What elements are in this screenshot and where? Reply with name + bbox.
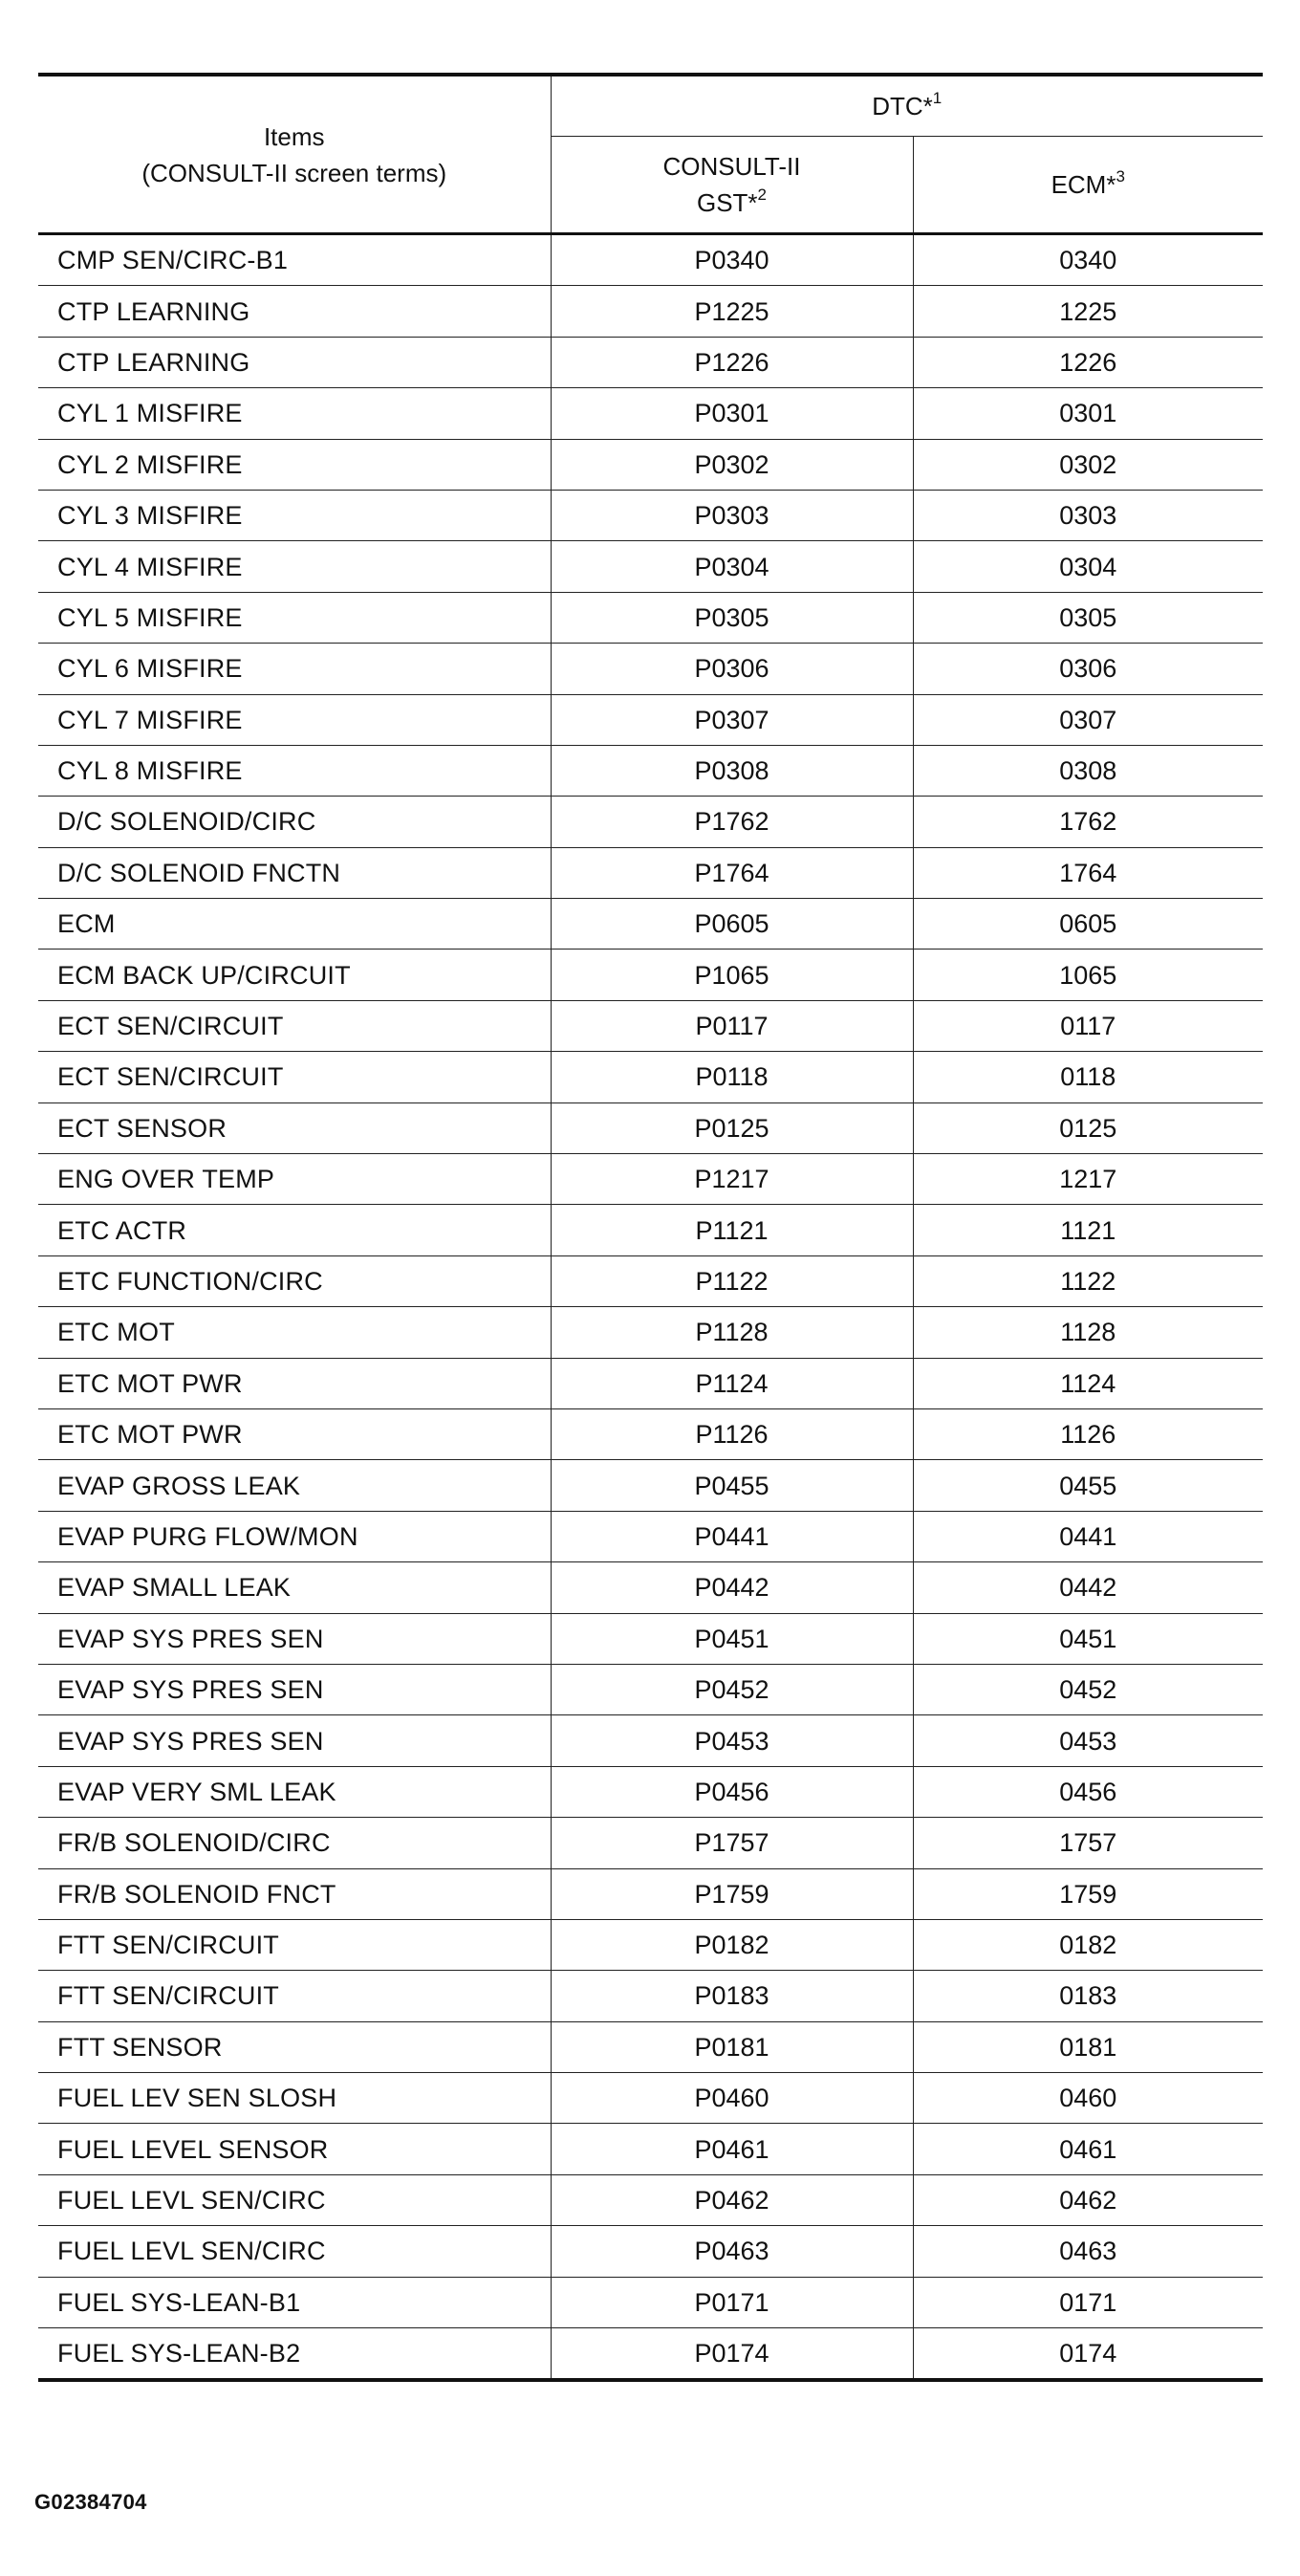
item-cell: ECT SEN/CIRCUIT	[38, 1000, 551, 1051]
consult-code-cell: P1764	[551, 847, 913, 898]
consult-code-cell: P0181	[551, 2021, 913, 2072]
ecm-code-cell: 0125	[913, 1102, 1263, 1153]
table-row	[38, 541, 1263, 592]
dtc-table-container	[38, 73, 1263, 2382]
table-row	[38, 2174, 1263, 2225]
table-row	[38, 1154, 1263, 1205]
item-cell: FR/B SOLENOID/CIRC	[38, 1818, 551, 1868]
item-cell: ETC FUNCTION/CIRC	[38, 1255, 551, 1306]
consult-code-cell: P1121	[551, 1205, 913, 1255]
item-cell: ECT SEN/CIRCUIT	[38, 1052, 551, 1102]
item-cell: FUEL LEVL SEN/CIRC	[38, 2226, 551, 2277]
item-cell: CYL 7 MISFIRE	[38, 694, 551, 745]
consult-footnote-marker: 2	[757, 186, 768, 205]
consult-code-cell: P0461	[551, 2124, 913, 2174]
ecm-code-cell: 0461	[913, 2124, 1263, 2174]
item-cell: FUEL SYS-LEAN-B1	[38, 2277, 551, 2327]
items-header-subtitle: (CONSULT-II screen terms)	[141, 158, 447, 187]
item-cell: FUEL LEVEL SENSOR	[38, 2124, 551, 2174]
ecm-code-cell: 0456	[913, 1766, 1263, 1817]
ecm-code-cell: 1124	[913, 1358, 1263, 1408]
ecm-column-header	[913, 137, 1263, 234]
item-cell: CYL 5 MISFIRE	[38, 592, 551, 643]
ecm-code-cell: 1122	[913, 1255, 1263, 1306]
ecm-code-cell: 1225	[913, 286, 1263, 337]
ecm-code-cell: 0118	[913, 1052, 1263, 1102]
item-cell: EVAP PURG FLOW/MON	[38, 1511, 551, 1561]
consult-code-cell: P1225	[551, 286, 913, 337]
table-row	[38, 439, 1263, 490]
consult-code-cell: P0305	[551, 592, 913, 643]
ecm-code-cell: 0307	[913, 694, 1263, 745]
ecm-code-cell: 1757	[913, 1818, 1263, 1868]
consult-code-cell: P1762	[551, 797, 913, 847]
item-cell: CYL 3 MISFIRE	[38, 490, 551, 540]
item-cell: FTT SENSOR	[38, 2021, 551, 2072]
ecm-code-cell: 0306	[913, 644, 1263, 694]
consult-code-cell: P0306	[551, 644, 913, 694]
item-cell: EVAP SYS PRES SEN	[38, 1664, 551, 1714]
table-row	[38, 2328, 1263, 2381]
consult-code-cell: P0301	[551, 388, 913, 439]
consult-code-cell: P0455	[551, 1460, 913, 1511]
table-row	[38, 1000, 1263, 1051]
consult-code-cell: P0304	[551, 541, 913, 592]
consult-code-cell: P0442	[551, 1562, 913, 1613]
consult-code-cell: P1122	[551, 1255, 913, 1306]
item-cell: FTT SEN/CIRCUIT	[38, 1971, 551, 2021]
ecm-code-cell: 0182	[913, 1919, 1263, 1970]
table-row	[38, 2124, 1263, 2174]
table-row	[38, 337, 1263, 387]
consult-code-cell: P0441	[551, 1511, 913, 1561]
ecm-code-cell: 0455	[913, 1460, 1263, 1511]
item-cell: CMP SEN/CIRC-B1	[38, 234, 551, 286]
consult-code-cell: P1124	[551, 1358, 913, 1408]
dtc-footnote-marker: 1	[932, 89, 942, 108]
consult-code-cell: P0307	[551, 694, 913, 745]
consult-code-cell: P1128	[551, 1307, 913, 1358]
ecm-header-label: ECM*	[1051, 170, 1116, 199]
ecm-code-cell: 1764	[913, 847, 1263, 898]
consult-code-cell: P0118	[551, 1052, 913, 1102]
table-row	[38, 950, 1263, 1000]
items-column-header	[38, 75, 551, 234]
consult-header-line1: CONSULT-II	[662, 152, 801, 181]
ecm-code-cell: 0460	[913, 2073, 1263, 2124]
table-row	[38, 1766, 1263, 1817]
table-row	[38, 1307, 1263, 1358]
item-cell: CYL 6 MISFIRE	[38, 644, 551, 694]
table-row	[38, 1562, 1263, 1613]
consult-code-cell: P1217	[551, 1154, 913, 1205]
table-row	[38, 1868, 1263, 1919]
item-cell: CYL 4 MISFIRE	[38, 541, 551, 592]
table-row	[38, 745, 1263, 796]
table-row	[38, 490, 1263, 540]
table-row	[38, 2277, 1263, 2327]
ecm-code-cell: 0183	[913, 1971, 1263, 2021]
table-row	[38, 1613, 1263, 1664]
item-cell: EVAP VERY SML LEAK	[38, 1766, 551, 1817]
item-cell: EVAP SYS PRES SEN	[38, 1613, 551, 1664]
dtc-table	[38, 73, 1263, 2382]
item-cell: ECT SENSOR	[38, 1102, 551, 1153]
consult-code-cell: P0340	[551, 234, 913, 286]
table-row	[38, 234, 1263, 286]
ecm-code-cell: 0453	[913, 1715, 1263, 1766]
consult-code-cell: P0451	[551, 1613, 913, 1664]
dtc-group-header	[551, 75, 1263, 137]
ecm-code-cell: 1217	[913, 1154, 1263, 1205]
table-row	[38, 388, 1263, 439]
table-row	[38, 1460, 1263, 1511]
ecm-code-cell: 1128	[913, 1307, 1263, 1358]
item-cell: ECM BACK UP/CIRCUIT	[38, 950, 551, 1000]
ecm-code-cell: 0462	[913, 2174, 1263, 2225]
consult-code-cell: P0302	[551, 439, 913, 490]
consult-code-cell: P1759	[551, 1868, 913, 1919]
ecm-code-cell: 1126	[913, 1408, 1263, 1459]
consult-code-cell: P0308	[551, 745, 913, 796]
ecm-code-cell: 0301	[913, 388, 1263, 439]
ecm-code-cell: 1759	[913, 1868, 1263, 1919]
dtc-header-label: DTC*	[872, 92, 933, 120]
consult-code-cell: P0462	[551, 2174, 913, 2225]
consult-code-cell: P0182	[551, 1919, 913, 1970]
table-row	[38, 2021, 1263, 2072]
ecm-code-cell: 0304	[913, 541, 1263, 592]
consult-code-cell: P1226	[551, 337, 913, 387]
item-cell: CTP LEARNING	[38, 286, 551, 337]
item-cell: D/C SOLENOID/CIRC	[38, 797, 551, 847]
consult-column-header	[551, 137, 913, 234]
table-row	[38, 1919, 1263, 1970]
table-row	[38, 1715, 1263, 1766]
table-row	[38, 899, 1263, 950]
table-row	[38, 2226, 1263, 2277]
item-cell: CTP LEARNING	[38, 337, 551, 387]
consult-code-cell: P0605	[551, 899, 913, 950]
ecm-code-cell: 1121	[913, 1205, 1263, 1255]
ecm-code-cell: 0463	[913, 2226, 1263, 2277]
table-row	[38, 1205, 1263, 1255]
table-row	[38, 694, 1263, 745]
table-header	[38, 75, 1263, 234]
items-header-title: Items	[263, 121, 325, 151]
consult-header-line2: GST*	[696, 188, 758, 217]
table-row	[38, 644, 1263, 694]
consult-code-cell: P0125	[551, 1102, 913, 1153]
table-row	[38, 286, 1263, 337]
item-cell: ENG OVER TEMP	[38, 1154, 551, 1205]
ecm-footnote-marker: 3	[1116, 167, 1125, 186]
item-cell: D/C SOLENOID FNCTN	[38, 847, 551, 898]
consult-code-cell: P0117	[551, 1000, 913, 1051]
ecm-code-cell: 1226	[913, 337, 1263, 387]
table-row	[38, 1358, 1263, 1408]
consult-code-cell: P0303	[551, 490, 913, 540]
consult-code-cell: P0456	[551, 1766, 913, 1817]
item-cell: ETC MOT PWR	[38, 1408, 551, 1459]
ecm-code-cell: 0441	[913, 1511, 1263, 1561]
consult-code-cell: P0463	[551, 2226, 913, 2277]
consult-code-cell: P0460	[551, 2073, 913, 2124]
consult-code-cell: P0174	[551, 2328, 913, 2381]
consult-code-cell: P1065	[551, 950, 913, 1000]
ecm-code-cell: 0174	[913, 2328, 1263, 2381]
item-cell: ECM	[38, 899, 551, 950]
ecm-code-cell: 1762	[913, 797, 1263, 847]
ecm-code-cell: 0452	[913, 1664, 1263, 1714]
table-row	[38, 1255, 1263, 1306]
ecm-code-cell: 0181	[913, 2021, 1263, 2072]
consult-code-cell: P0171	[551, 2277, 913, 2327]
consult-code-cell: P1126	[551, 1408, 913, 1459]
item-cell: FUEL LEVL SEN/CIRC	[38, 2174, 551, 2225]
consult-code-cell: P0183	[551, 1971, 913, 2021]
ecm-code-cell: 0171	[913, 2277, 1263, 2327]
ecm-code-cell: 1065	[913, 950, 1263, 1000]
table-row	[38, 592, 1263, 643]
table-row	[38, 1511, 1263, 1561]
item-cell: FUEL LEV SEN SLOSH	[38, 2073, 551, 2124]
item-cell: FR/B SOLENOID FNCT	[38, 1868, 551, 1919]
table-body	[38, 234, 1263, 2381]
ecm-code-cell: 0117	[913, 1000, 1263, 1051]
item-cell: FUEL SYS-LEAN-B2	[38, 2328, 551, 2381]
ecm-code-cell: 0303	[913, 490, 1263, 540]
table-row	[38, 797, 1263, 847]
consult-code-cell: P1757	[551, 1818, 913, 1868]
ecm-code-cell: 0302	[913, 439, 1263, 490]
ecm-code-cell: 0451	[913, 1613, 1263, 1664]
consult-code-cell: P0452	[551, 1664, 913, 1714]
item-cell: FTT SEN/CIRCUIT	[38, 1919, 551, 1970]
ecm-code-cell: 0305	[913, 592, 1263, 643]
item-cell: ETC MOT	[38, 1307, 551, 1358]
item-cell: EVAP SMALL LEAK	[38, 1562, 551, 1613]
table-row	[38, 1664, 1263, 1714]
item-cell: ETC MOT PWR	[38, 1358, 551, 1408]
ecm-code-cell: 0442	[913, 1562, 1263, 1613]
ecm-code-cell: 0308	[913, 745, 1263, 796]
item-cell: CYL 1 MISFIRE	[38, 388, 551, 439]
table-row	[38, 1408, 1263, 1459]
item-cell: EVAP SYS PRES SEN	[38, 1715, 551, 1766]
table-row	[38, 1971, 1263, 2021]
table-row	[38, 847, 1263, 898]
table-row	[38, 1052, 1263, 1102]
table-row	[38, 1818, 1263, 1868]
ecm-code-cell: 0605	[913, 899, 1263, 950]
ecm-code-cell: 0340	[913, 234, 1263, 286]
consult-code-cell: P0453	[551, 1715, 913, 1766]
item-cell: CYL 8 MISFIRE	[38, 745, 551, 796]
item-cell: EVAP GROSS LEAK	[38, 1460, 551, 1511]
item-cell: CYL 2 MISFIRE	[38, 439, 551, 490]
table-row	[38, 2073, 1263, 2124]
figure-id: G02384704	[34, 2490, 147, 2514]
item-cell: ETC ACTR	[38, 1205, 551, 1255]
table-row	[38, 1102, 1263, 1153]
